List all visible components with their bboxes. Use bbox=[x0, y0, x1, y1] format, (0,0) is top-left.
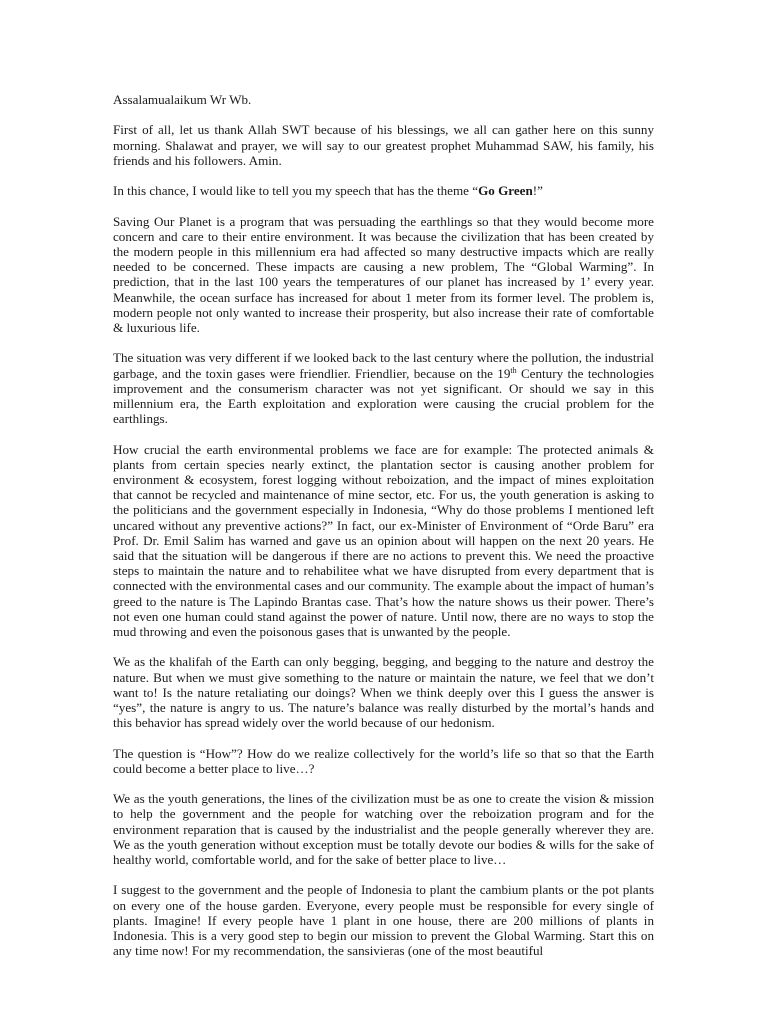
paragraph-last-century bbox=[113, 350, 654, 426]
theme-intro: In this chance, I would like to tell you my speech that has the theme “ bbox=[113, 183, 479, 199]
greeting: Assalamualaikum Wr Wb. bbox=[113, 92, 252, 107]
theme-title: Go Green bbox=[478, 183, 533, 199]
paragraph-question: The question is “How”? How do we realize collectively for the world’s life so that so that the Earth could become a better place to live…? bbox=[113, 745, 654, 776]
paragraph-saving-planet: Saving Our Planet is a program that was persuading the earthlings so that they would become more concern and care to their entire environment. It was because the civilization that has been created by the modern people in this millennium era had affected so many destructive impacts which are really needed to be concerned. These impacts are causing a new problem, The “Global Warming”. In prediction, that in the last 100 years the temperatures of our planet has increased by 1’ every year. Meanwhile, the ocean surface has increased for about 1 meter from its former level. The problem is, modern people not only wanted to increase their prosperity, but also increase their rate of comfortable & luxurious life. bbox=[113, 213, 654, 335]
theme-close: !” bbox=[532, 183, 543, 199]
paragraph-khalifah: We as the khalifah of the Earth can only begging, begging, and begging to the nature and destroy the nature. But when we must give something to the nature or maintain the nature, we feel that we don’t want to! Is the nature retaliating our doings? When we think deeply over this I guess the answer is “yes”, the nature is angry to us. The nature’s balance was really disturbed by the mortal’s hands and this behavior has spread widely over the world because of our hedonism. bbox=[113, 654, 654, 731]
paragraph-opening: First of all, let us thank Allah SWT because of his blessings, we all can gather here on this sunny morning. Shalawat and prayer, we will say to our greatest prophet Muhammad SAW, his family, his friends and his followers. Amin. bbox=[113, 122, 654, 168]
paragraph-suggestion: I suggest to the government and the people of Indonesia to plant the cambium plants or the pot plants on every one of the house garden. Everyone, every people must be responsible for every single of plants. Imagine! If every people have 1 plant in one house, there are 200 millions of plants in Indonesia. This is a very good step to begin our mission to prevent the Global Warming. Start this on any time now! For my recommendation, the sansivieras (one of the most beautiful bbox=[113, 882, 654, 959]
paragraph-theme bbox=[113, 183, 654, 198]
ordinal-suffix: th bbox=[510, 365, 517, 375]
last-century-text-a: The situation was very different if we looked back to the last century where the pollution, the industrial garbage, and the toxin gases were friendlier. Friendlier, because on the 19 bbox=[113, 350, 654, 381]
paragraph-youth-generation: We as the youth generations, the lines of the civilization must be as one to create the vision & mission to help the government and the people for watching over the reboization program and for the environment reparation that is caused by the industrialist and the people generally wherever they are. We as the youth generation without exception must be totally devote our bodies & wills for the sake of healthy world, comfortable world, and for the sake of better place to live… bbox=[113, 791, 654, 868]
speech-text bbox=[113, 92, 654, 974]
paragraph-environment-problems: How crucial the earth environmental problems we face are for example: The protected animals & plants from certain species nearly extinct, the plantation sector is causing another problem for environment & ecosystem, forest logging without reboization, and the impact of mines exploitation that cannot be recycled and maintenance of mine sector, etc. For us, the youth generation is asking to the politicians and the government especially in Indonesia, “Why do those problems I mentioned left uncared without any preventive actions?” In fact, our ex-Minister of Environment of “Orde Baru” era Prof. Dr. Emil Salim has warned and gave us an opinion about will happen on the next 20 years. He said that the situation will be dangerous if there are no actions to prevent this. We need the proactive steps to maintain the nature and to rehabilitee what we have disrupted from every department that is connected with the environmental cases and our community. The example about the impact of human’s greed to the nature is The Lapindo Brantas case. That’s how the nature shows us their power. There’s not even one human could stand against the power of nature. Until now, there are no ways to stop the mud throwing and even the poisonous gases that is unwanted by the people. bbox=[113, 441, 654, 640]
last-century-text-b: Century the technologies improvement and the consumerism character was not yet significant. Or should we say in this millennium era, the Earth exploitation and exploration were causing the crucial problem for the earthlings. bbox=[113, 365, 654, 427]
